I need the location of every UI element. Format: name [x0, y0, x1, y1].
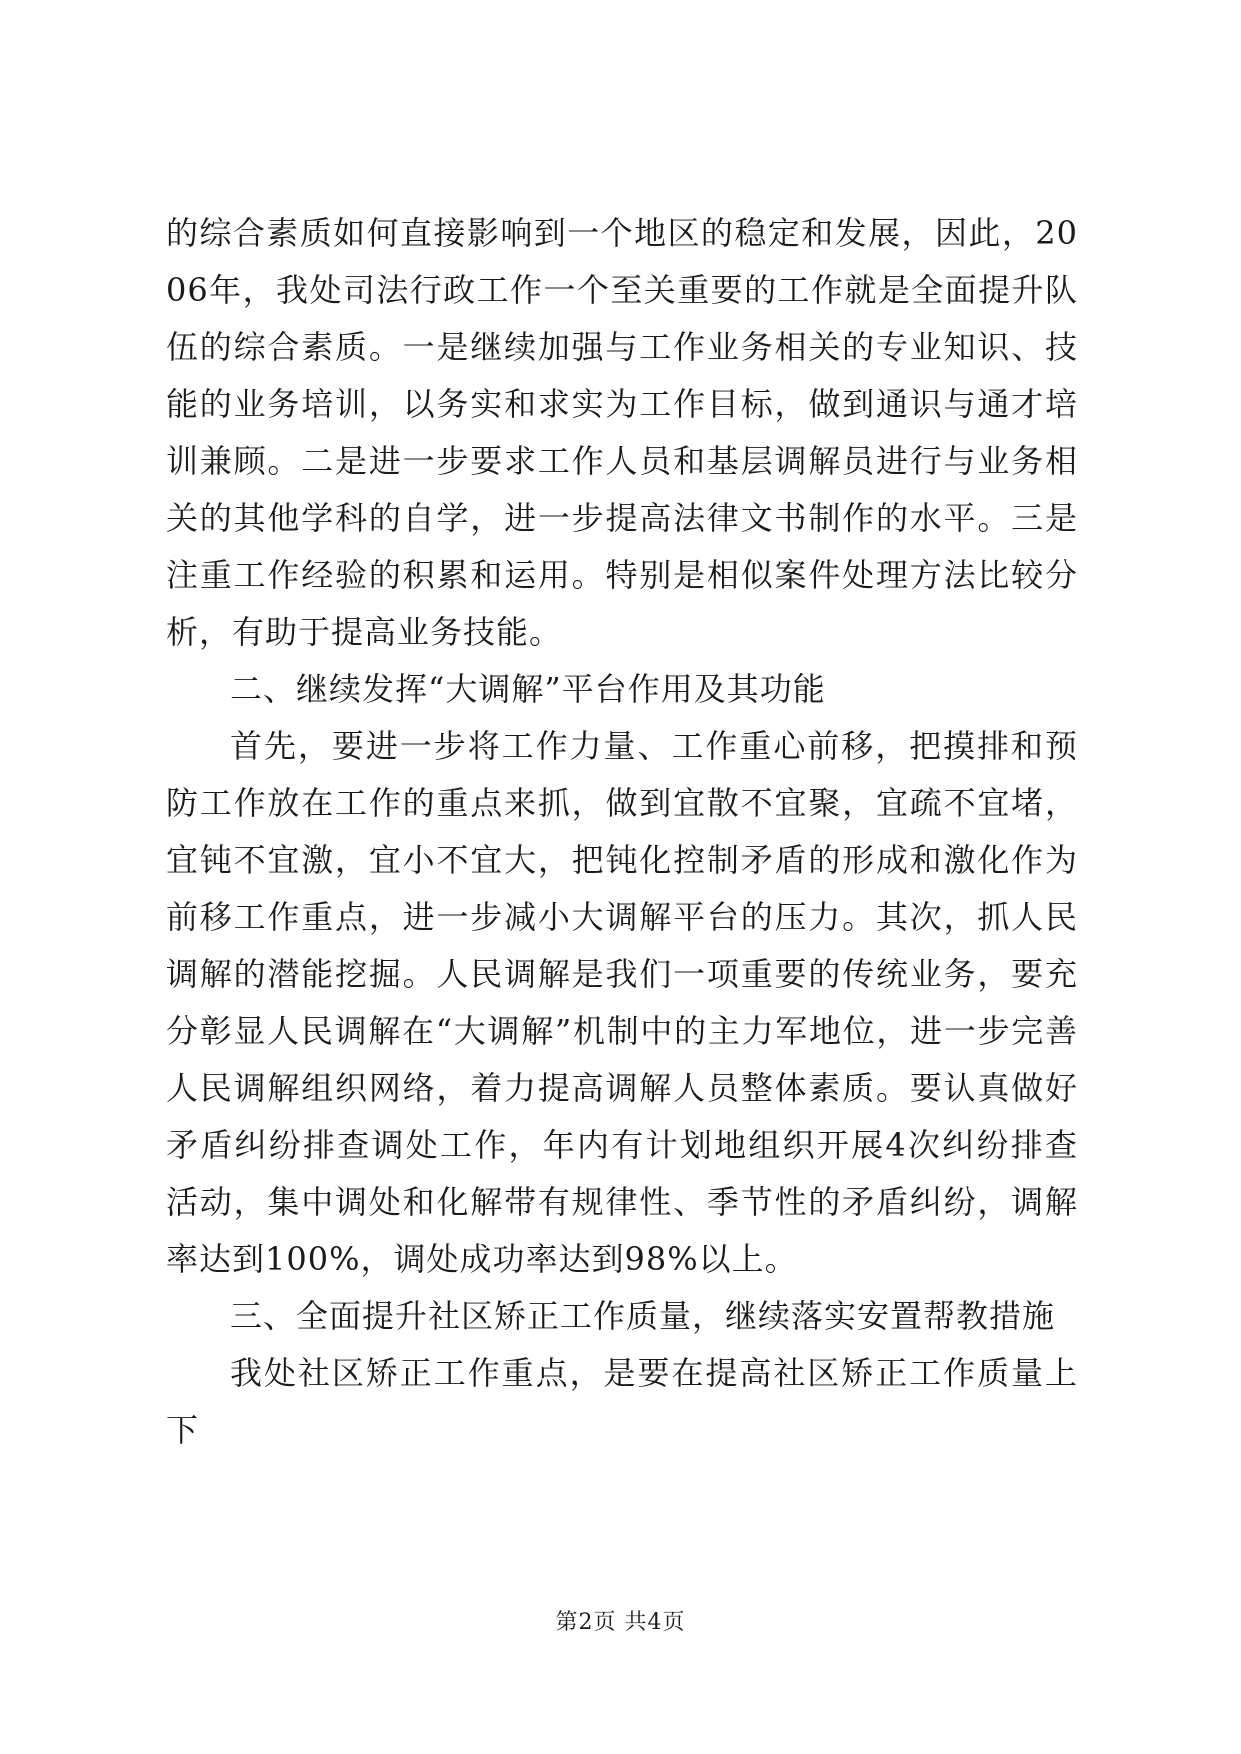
- section-heading-mediation: 二、继续发挥“大调解”平台作用及其功能: [230, 670, 826, 708]
- document-body: [166, 205, 1078, 1459]
- paragraph-community-correction: 我处社区矫正工作重点，是要在提高社区矫正工作质量上下: [166, 1354, 1078, 1449]
- page-number-footer: 第2页 共4页: [555, 1610, 686, 1635]
- paragraph-mediation: 首先，要进一步将工作力量、工作重心前移，把摸排和预防工作放在工作的重点来抓，做到宜散不宜聚，宜疏不宜堵，宜钝不宜激，宜小不宜大，把钝化控制矛盾的形成和激化作为前移工作重点，进一步减小大调解平台的压力。其次，抓人民调解的潜能挖掘。人民调解是我们一项重要的传统业务，要充分彰显人民调解在“大调解”机制中的主力军地位，进一步完善人民调解组织网络，着力提高调解人员整体素质。要认真做好矛盾纠纷排查调处工作，年内有计划地组织开展4次纠纷排查活动，集中调处和化解带有规律性、季节性的矛盾纠纷，调解率达到100%，调处成功率达到98%以上。: [166, 727, 1078, 1278]
- section-heading-community-correction: 三、全面提升社区矫正工作质量，继续落实安置帮教措施: [230, 1297, 1056, 1335]
- paragraph-continued-quality: 的综合素质如何直接影响到一个地区的稳定和发展，因此，2006年，我处司法行政工作一个至关重要的工作就是全面提升队伍的综合素质。一是继续加强与工作业务相关的专业知识、技能的业务培训，以务实和求实为工作目标，做到通识与通才培训兼顾。二是进一步要求工作人员和基层调解员进行与业务相关的其他学科的自学，进一步提高法律文书制作的水平。三是注重工作经验的积累和运用。特别是相似案件处理方法比较分析，有助于提高业务技能。: [166, 214, 1078, 651]
